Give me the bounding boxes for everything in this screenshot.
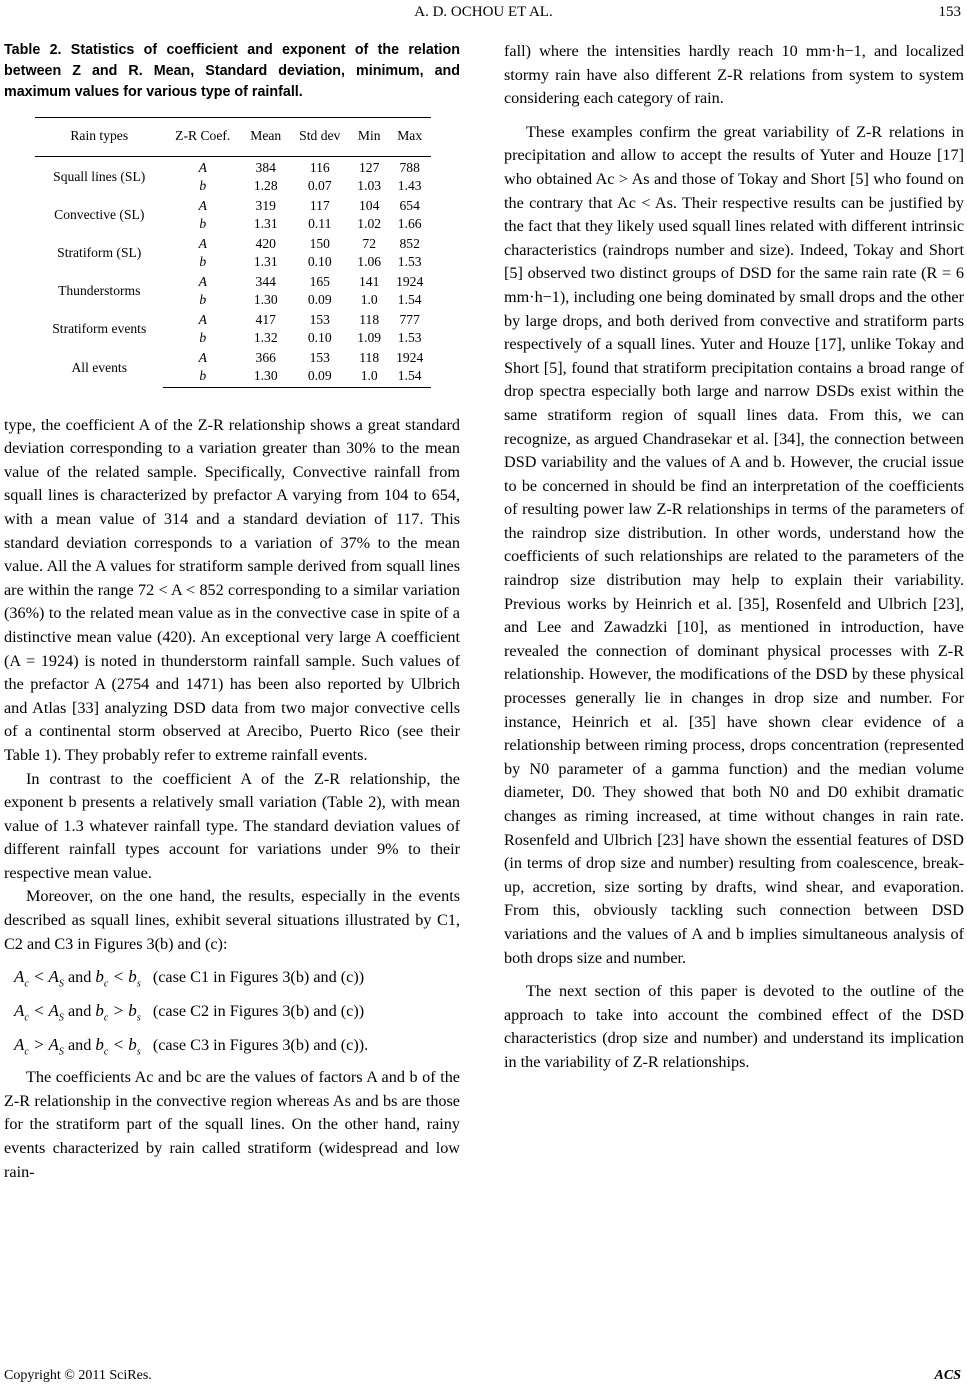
- stat-value-cell: 384: [255, 159, 276, 175]
- stat-value-cell: 104: [359, 197, 380, 213]
- coefficient-symbol-cell: b: [199, 329, 207, 345]
- column-header: Max: [388, 118, 431, 157]
- stat-value-cell: 117: [309, 197, 330, 213]
- table-row: [35, 195, 431, 215]
- stat-value-cell: 1.30: [253, 291, 278, 307]
- stat-value-cell: 127: [359, 159, 380, 175]
- stat-value-cell: 1.53: [397, 329, 422, 345]
- stat-value-cell: 1.09: [357, 329, 382, 345]
- stat-value-cell: 150: [309, 235, 330, 251]
- coefficient-symbol-cell: A: [198, 273, 207, 289]
- stat-value-cell: 0.10: [307, 253, 332, 269]
- paragraph: These examples confirm the great variability of Z-R relations in precipitation and allow to accept the results of Yuter and Houze [17] who obtained Ac > As and those of Tokay and Short [5] who found on the contrary that Ac < As. Their respective results can be justified by the fact that they likely used squall lines related with different intrinsic characteristics (raindrops number and size). Indeed, Tokay and Short [5] observed two distinct groups of DSD for the same rain rate (R = 6 mm·h−1), including one being dominated by small drops and the other by large drops, and both derived from convective and stratiform parts respectively of a squall lines. Yuter and Houze [17], unlike Tokay and Short [5], found that stratiform precipitation contains a broad range of drop spectra especially both large and narrow DSDs exist within the same stratiform region of squall lines data. From this, we can recognize, as argued Chandrasekar et al. [34], the connection between DSD variability and the values of A and b. However, the crucial issue to be concerned in should be find an interpretation of the coefficients of resulting power law Z-R relationships in terms of the parameters of the raindrop size distribution. In other words, understand how the coefficients of such relationships are related to the parameters of the raindrop size distribution may help to explain their variability. Previous works by Heinrich et al. [35], Rosenfeld and Ulbrich [23], and Lee and Zawadzki [10], as mentioned in introduction, have revealed the connection of dominant physical processes with Z-R relationship. However, the modifications of the DSD by these physical processes generally lie in changes in drop size and number. For instance, Heinrich et al. [35] have shown clear evidence of a relationship between riming process, drops concentration (represented by N0 parameter of a gamma function) and the median volume diameter, D0. They showed that both N0 and D0 exhibit dramatic changes as riming increased, at time without changes in rain rate. Rosenfeld and Ulbrich [23] have shown the essential features of DSD (in terms of drop size and number) resulting from coalescence, break-up, accretion, size sorting by drafts, wind shear, and evaporation. From this, obviously tackling such connection between DSD variations and the values of A and b implies simultaneous analysis of both drops size and number.: [504, 122, 964, 967]
- left-column: [4, 40, 460, 1184]
- coefficient-symbol-cell: b: [199, 253, 207, 269]
- stat-value-cell: 1.0: [350, 367, 388, 388]
- table-body: [35, 156, 431, 387]
- equation-case-c3: $A_c > A_S$ and $b_c < b_s$ (case C3 in Figures 3(b) and (c)).: [14, 1035, 369, 1058]
- stat-value-cell: 1.02: [357, 215, 382, 231]
- stat-value-cell: 319: [255, 197, 276, 213]
- column-header: Z-R Coef.: [163, 118, 242, 157]
- paragraph: In contrast to the coefficient A of the Z-R relationship, the exponent b presents a relatively small variation (Table 2), with mean value of 1.3 whatever rainfall type. The standard deviation values of different rainfall types account for variations under 9% to their respective mean value.: [4, 769, 460, 882]
- journal-name: ACS: [934, 1368, 961, 1383]
- coefficient-symbol-cell: b: [163, 367, 242, 388]
- equation-case-c2: $A_c < A_S$ and $b_c > b_s$ (case C2 in Figures 3(b) and (c)): [14, 1001, 365, 1024]
- stat-value-cell: 118: [359, 349, 380, 365]
- table-header-row: [35, 118, 431, 157]
- column-header: Min: [350, 118, 388, 157]
- stat-value-cell: 1924: [396, 349, 424, 365]
- coefficient-symbol-cell: b: [199, 177, 207, 193]
- stat-value-cell: 788: [399, 159, 420, 175]
- statistics-table: [35, 117, 431, 388]
- stat-value-cell: 1.32: [253, 329, 278, 345]
- stat-value-cell: 344: [255, 273, 276, 289]
- stat-value-cell: 0.09: [289, 367, 350, 388]
- coefficient-symbol-cell: A: [198, 311, 207, 327]
- stat-value-cell: 1.06: [357, 253, 382, 269]
- stat-value-cell: 72: [362, 235, 376, 251]
- stat-value-cell: 1.30: [242, 367, 289, 388]
- equation-case-label: (case C3 in Figures 3(b) and (c)).: [152, 1036, 369, 1055]
- coefficient-symbol-cell: A: [198, 349, 207, 365]
- stat-value-cell: 0.10: [307, 329, 332, 345]
- right-column: [504, 40, 964, 1075]
- column-header: Std dev: [289, 118, 350, 157]
- page-header: [0, 4, 967, 28]
- stat-value-cell: 852: [399, 235, 420, 251]
- page-number: 153: [938, 4, 961, 20]
- coefficient-symbol-cell: A: [198, 197, 207, 213]
- stat-value-cell: 1.43: [397, 177, 422, 193]
- stat-value-cell: 1.31: [253, 215, 278, 231]
- stat-value-cell: 654: [399, 197, 420, 213]
- rain-type-cell: Squall lines (SL): [53, 168, 146, 184]
- stat-value-cell: 1.03: [357, 177, 382, 193]
- paragraph: type, the coefficient A of the Z-R relationship shows a great standard deviation corresponding to a variation greater than 30% to the mean value of the related sample. Specifically, Convective rainfall from squall lines is characterized by prefactor A varying from 104 to 654, with a mean value of 314 and a standard deviation of 117. This standard deviation corresponds to a variation of 37% to the mean value. All the A values for stratiform sample derived from squall lines are within the range 72 < A < 852 corresponding to a similar variation (36%) to the related mean value as in the convective case in spite of a distinctive mean value (420). An exceptional very large A coefficient (A = 1924) is noted in thunderstorm rainfall sample. Such values of the prefactor A (2754 and 1471) has been also reported by Ulbrich and Atlas [33] analyzing DSD data from two major convective cells of a continental storm observed at Arecibo, Puerto Rico (see their Table 1). They probably refer to extreme rainfall events.: [4, 415, 460, 764]
- table-caption: Table 2. Statistics of coefficient and exponent of the relation between Z and R. Mean, Standard deviation, minimum, and maximum values for various type of rainfall.: [4, 42, 460, 100]
- rain-type-cell: Stratiform events: [52, 320, 147, 336]
- stat-value-cell: 1.31: [253, 253, 278, 269]
- stat-value-cell: 420: [255, 235, 276, 251]
- rain-type-cell: Convective (SL): [54, 206, 145, 222]
- stat-value-cell: 1.28: [253, 177, 278, 193]
- coefficient-symbol-cell: b: [199, 291, 207, 307]
- stat-value-cell: 1.66: [397, 215, 422, 231]
- stat-value-cell: 366: [255, 349, 276, 365]
- stat-value-cell: 116: [309, 159, 330, 175]
- stat-value-cell: 1.54: [388, 367, 431, 388]
- stat-value-cell: 153: [309, 349, 330, 365]
- stat-value-cell: 0.11: [308, 215, 332, 231]
- rain-type-cell: Stratiform (SL): [57, 244, 142, 260]
- stat-value-cell: 141: [359, 273, 380, 289]
- rain-type-cell: All events: [71, 359, 127, 375]
- table-row: [35, 309, 431, 329]
- table-row: [35, 156, 431, 177]
- table-row: [35, 233, 431, 253]
- paragraph: The coefficients Ac and bc are the values of factors A and b of the Z-R relationship in the convective region whereas As and bs are those for the stratiform part of the squall lines. On the other hand, rainy events characterized by rain called stratiform (widespread and low rain-: [4, 1068, 460, 1181]
- rain-type-cell: Thunderstorms: [58, 282, 141, 298]
- equation-case-label: (case C2 in Figures 3(b) and (c)): [152, 1002, 365, 1021]
- stat-value-cell: 153: [309, 311, 330, 327]
- paragraph: fall) where the intensities hardly reach 10 mm·h−1, and localized stormy rain have also different Z-R relations from system to system considering each category of rain.: [504, 42, 964, 108]
- stat-value-cell: 1.54: [397, 291, 422, 307]
- paragraph: The next section of this paper is devoted to the outline of the approach to take into account the combined effect of the DSD characteristics (drop size and number) and understand its implication in the variability of Z-R relationships.: [504, 982, 964, 1071]
- coefficient-symbol-cell: A: [198, 235, 207, 251]
- stat-value-cell: 165: [309, 273, 330, 289]
- equation-case-label: (case C1 in Figures 3(b) and (c)): [152, 968, 365, 987]
- table-row: [35, 271, 431, 291]
- equation-case-c1: $A_c < A_S$ and $b_c < b_s$ (case C1 in Figures 3(b) and (c)): [14, 967, 365, 990]
- stat-value-cell: 118: [359, 311, 380, 327]
- running-title: A. D. OCHOU ET AL.: [414, 4, 553, 20]
- coefficient-symbol-cell: A: [198, 159, 207, 175]
- stat-value-cell: 1924: [396, 273, 424, 289]
- paragraph: Moreover, on the one hand, the results, especially in the events described as squall lines, exhibit several situations illustrated by C1, C2 and C3 in Figures 3(b) and (c):: [4, 887, 460, 953]
- stat-value-cell: 1.0: [360, 291, 378, 307]
- table-row: [35, 347, 431, 367]
- column-header: Rain types: [35, 118, 163, 157]
- coefficient-symbol-cell: b: [199, 215, 207, 231]
- stat-value-cell: 0.09: [307, 291, 332, 307]
- stat-value-cell: 777: [399, 311, 420, 327]
- copyright-text: Copyright © 2011 SciRes.: [4, 1368, 152, 1383]
- stat-value-cell: 417: [255, 311, 276, 327]
- stat-value-cell: 0.07: [307, 177, 332, 193]
- stat-value-cell: 1.53: [397, 253, 422, 269]
- column-header: Mean: [242, 118, 289, 157]
